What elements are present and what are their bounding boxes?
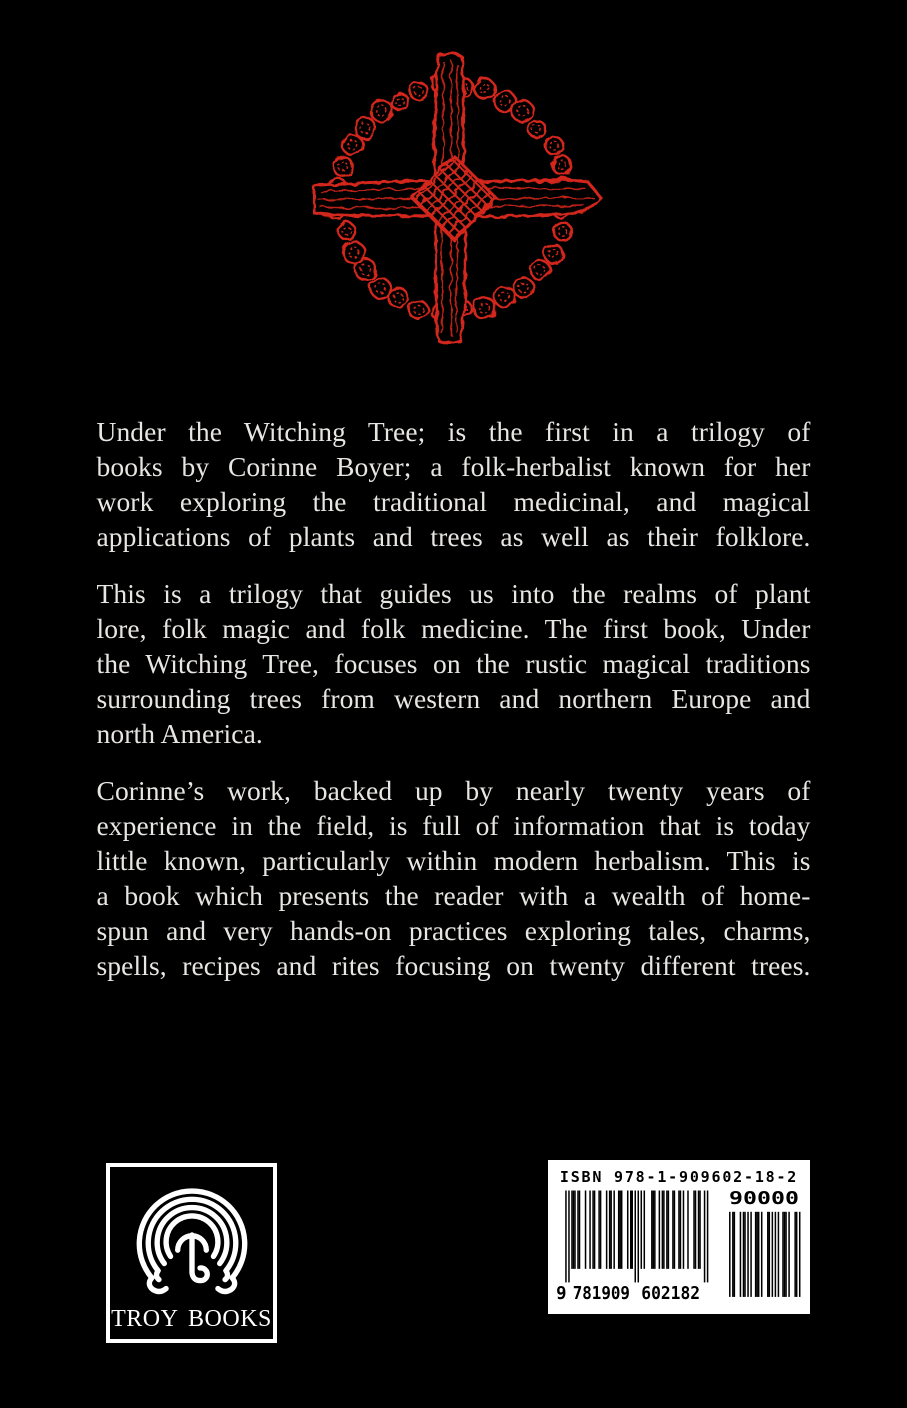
blurb-line: This is a trilogy that guides us into the realms of plant bbox=[96, 578, 811, 609]
publisher-name: TROY BOOKS bbox=[111, 1306, 272, 1332]
bound-cross-emblem-icon bbox=[304, 48, 604, 348]
ean5-supplement-barcode bbox=[726, 1189, 802, 1303]
back-cover-blurb bbox=[97, 414, 811, 983]
blurb-line: Under the Witching Tree; is the first in a trilogy of bbox=[96, 416, 811, 447]
blurb-paragraph-2 bbox=[97, 576, 811, 751]
blurb-line: experience in the field, is full of information that is today bbox=[96, 810, 811, 841]
blurb-line: lore, folk magic and folk medicine. The first book, Under bbox=[96, 613, 811, 644]
blurb-line: spun and very hands-on practices exploring tales, charms, bbox=[96, 915, 811, 946]
blurb-line: a book which presents the reader with a wealth of home- bbox=[96, 880, 811, 911]
bound-cross-emblem bbox=[304, 48, 604, 348]
barcode-digit-lead: 9 bbox=[556, 1283, 567, 1302]
isbn-barcode-block bbox=[548, 1160, 810, 1314]
barcode-digit-group2: 602182 bbox=[641, 1283, 701, 1302]
barcode-digit-group1: 781909 bbox=[572, 1283, 630, 1302]
blurb-line: surrounding trees from western and northern Europe and bbox=[96, 683, 811, 714]
isbn-number-label: ISBN 978-1-909602-18-2 bbox=[559, 1168, 799, 1186]
troy-books-logo bbox=[106, 1163, 277, 1343]
ean13-barcode bbox=[556, 1189, 710, 1302]
blurb-line: books by Corinne Boyer; a folk-herbalist known for her bbox=[96, 451, 811, 482]
blurb-line: work exploring the traditional medicinal, and magical bbox=[96, 486, 811, 517]
blurb-line: Corinne’s work, backed up by nearly twenty years of bbox=[96, 775, 811, 806]
blurb-paragraph-3 bbox=[97, 773, 811, 983]
labyrinth-icon bbox=[125, 1182, 259, 1304]
blurb-line: the Witching Tree, focuses on the rustic magical traditions bbox=[96, 648, 811, 679]
blurb-line: little known, particularly within modern herbalism. This is bbox=[96, 845, 811, 876]
blurb-line: applications of plants and trees as well as their folklore. bbox=[96, 521, 811, 552]
blurb-line: north America. bbox=[96, 718, 263, 749]
blurb-paragraph-1 bbox=[97, 414, 811, 554]
blurb-line: spells, recipes and rites focusing on twenty different trees. bbox=[96, 950, 811, 981]
barcode-bars-row bbox=[556, 1189, 802, 1303]
supplement-digits: 90000 bbox=[729, 1189, 799, 1210]
